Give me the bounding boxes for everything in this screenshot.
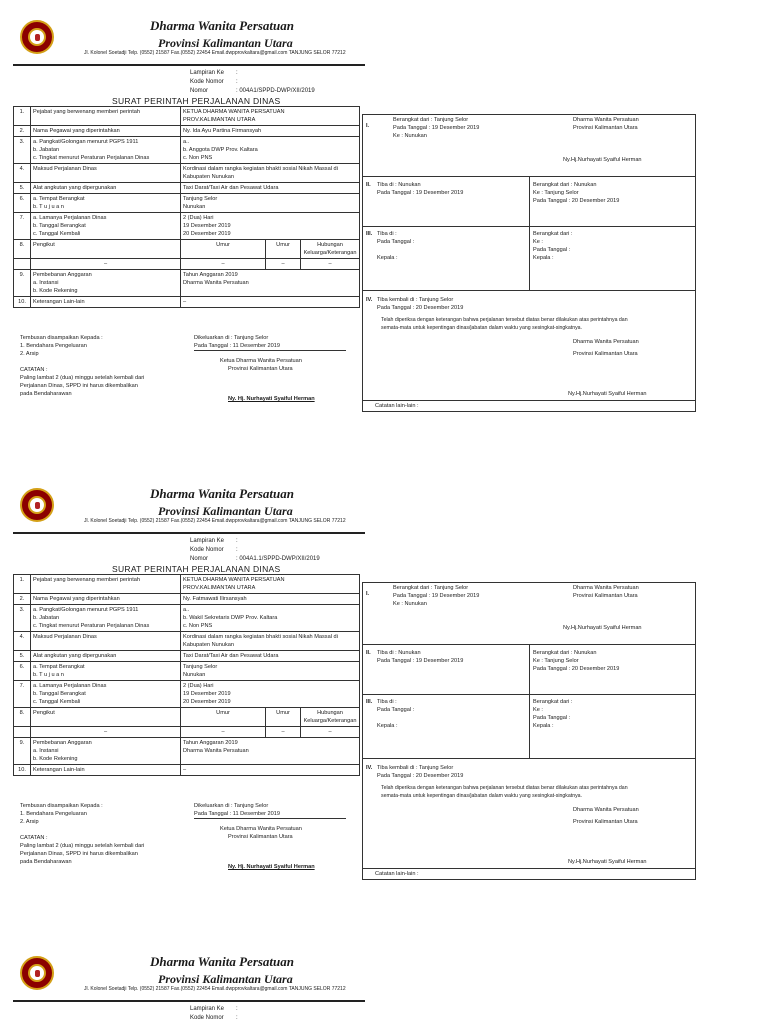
letterhead — [0, 936, 768, 1006]
dwp-emblem-icon — [20, 488, 54, 522]
org-name: Dharma Wanita Persatuan — [150, 18, 295, 33]
header-divider — [13, 532, 365, 534]
form-title: SURAT PERINTAH PERJALANAN DINAS — [112, 564, 281, 574]
header-divider — [13, 64, 365, 66]
org-address: Jl. Kolonel Soetadji Telp. (0552) 21587 Fax.(0552) 22454 Email.dwpprovkaltara@gmail.com TANJUNG SELOR 77212 — [84, 518, 346, 524]
dwp-emblem-icon — [20, 956, 54, 990]
sppd-table: 1. Pejabat yang berwenang memberi perintah KETUA DHARMA WANITA PERSATUAN PROV.KALIMANTAN UTARA 2. Nama Pegawai yang diperintahkan Ny. Fatmawati Ilirsansyah 3. a. Pangkat/Golongan menurut PGPS 1911 b. Jabatan c. Tingkat menurut Peraturan Perjalanan Dinas a.. b. Wakil Sekretaris DWP Prov. Kaltara c. Non PNS 4. Maksud Perjalanan Dinas Kordinasi dalam rangka kegiatan bhakti sosial Nikah Massal di Kabupaten Nunukan 5. Alat angkutan yang dipergunakan Taxi Darat/Taxi Air dan Pesawat Udara 6. a. Tempat Berangkat b. T u j u a n Tanjung Selor Nunukan 7. a. Lamanya Perjalanan Dinas b. Tanggal Berangkat c. Tanggal Kembali 2 (Dua) Hari 19 Desember 2019 20 Desember 2019 8. Pengikut Umur Umur Hubungan Keluarga/Keterangan – – – – 9. Pembebanan Anggaran a. Instansi b. Kode Rekening Tahun Anggaran 2019 Dharma Wanita Persatuan 10. Keterangan Lain-lain – — [13, 574, 360, 776]
signer-name: Ny. Hj. Nurhayati Syaiful Herman — [228, 396, 315, 402]
sppd-copy-3 — [0, 936, 768, 1024]
issued-block: Dikeluarkan di : Tanjung Selor Pada Tanggal : 11 Desember 2019 Ketua Dharma Wanita Persatuan Provinsi Kalimantan Utara Ny. Hj. Nurhayati Syaiful Herman — [194, 802, 346, 871]
sppd-table: 1. Pejabat yang berwenang memberi perintah KETUA DHARMA WANITA PERSATUAN PROV.KALIMANTAN UTARA 2. Nama Pegawai yang diperintahkan Ny. Ida Ayu Partina Firmansyah 3. a. Pangkat/Golongan menurut PGPS 1911 b. Jabatan c. Tingkat menurut Peraturan Perjalanan Dinas a.. b. Anggota DWP Prov. Kaltara c. Non PNS 4. Maksud Perjalanan Dinas Kordinasi dalam rangka kegiatan bhakti sosial Nikah Massal di Kabupaten Nunukan 5. Alat angkutan yang dipergunakan Taxi Darat/Taxi Air dan Pesawat Udara 6. a. Tempat Berangkat b. T u j u a n Tanjung Selor Nunukan 7. a. Lamanya Perjalanan Dinas b. Tanggal Berangkat c. Tanggal Kembali 2 (Dua) Hari 19 Desember 2019 20 Desember 2019 8. Pengikut Umur Umur Hubungan Keluarga/Keterangan – – – – 9. Pembebanan Anggaran a. Instansi b. Kode Rekening Tahun Anggaran 2019 Dharma Wanita Persatuan 10. Keterangan Lain-lain – — [13, 106, 360, 308]
letterhead — [0, 468, 768, 538]
reference-block: Lampiran Ke : Kode Nomor : Nomor : 004A1/SPPD-DWP/XII/2019 — [190, 70, 315, 94]
org-province: Provinsi Kalimantan Utara — [158, 36, 293, 50]
org-province: Provinsi Kalimantan Utara — [158, 504, 293, 518]
org-name: Dharma Wanita Persatuan — [150, 954, 295, 969]
dwp-emblem-icon — [20, 20, 54, 54]
nomor-value: 004A1/SPPD-DWP/XII/2019 — [239, 88, 315, 94]
org-name: Dharma Wanita Persatuan — [150, 486, 295, 501]
reference-block: Lampiran Ke : Kode Nomor : — [190, 1006, 238, 1021]
org-address: Jl. Kolonel Soetadji Telp. (0552) 21587 Fax.(0552) 22454 Email.dwpprovkaltara@gmail.com TANJUNG SELOR 77212 — [84, 986, 346, 992]
header-divider — [13, 1000, 365, 1002]
issued-block: Dikeluarkan di : Tanjung Selor Pada Tanggal : 11 Desember 2019 Ketua Dharma Wanita Persatuan Provinsi Kalimantan Utara Ny. Hj. Nurhayati Syaiful Herman — [194, 334, 346, 403]
travel-log-box: I. Berangkat dari : Tanjung Selor Pada Tanggal : 19 Desember 2019 Ke : Nunukan Dharma Wanita Persatuan Provinsi Kalimantan Utara Ny.Hj.Nurhayati Syaiful Herman II. Tiba di : Nunukan Pada Tanggal : 19 Desember 2019 Berangkat dari : Nunukan Ke : Tanjung Selor Pada Tanggal : 20 Desember 2019 III. Tiba di : Pada Tanggal : Kepala : Berangkat dari : Ke : Pada Tanggal : Kepala : IV. Tiba kembali di : Tanjung Selor Pada Tanggal : 20 Desember 2019 Telah diperiksa dengan keterangan bahwa perjalanan tersebut diatas benar dilakukan atas perintahnya dan semata-mata untuk kepentingan dinas/jabatan dalam waktu yang sesingkat-singkatnya. Dharma Wanita Persatuan Provinsi Kalimantan Utara Ny.Hj.Nurhayati Syaiful Herman Catatan lain-lain : — [362, 114, 696, 412]
org-province: Provinsi Kalimantan Utara — [158, 972, 293, 986]
tembusan-block: Tembusan disampaikan Kepada : 1. Bendahara Pengeluaran 2. Arsip CATATAN : Paling lambat 2 (dua) minggu setelah kembali dari Perjalanan Dinas, SPPD ini harus dikembalikan pada Bendaharawan — [20, 335, 145, 397]
form-title: SURAT PERINTAH PERJALANAN DINAS — [112, 96, 281, 106]
nomor-value: 004A1.1/SPPD-DWP/XII/2019 — [239, 556, 320, 562]
signer-name: Ny. Hj. Nurhayati Syaiful Herman — [228, 864, 315, 870]
tembusan-block: Tembusan disampaikan Kepada : 1. Bendahara Pengeluaran 2. Arsip CATATAN : Paling lambat 2 (dua) minggu setelah kembali dari Perjalanan Dinas, SPPD ini harus dikembalikan pada Bendaharawan — [20, 803, 145, 865]
letterhead — [0, 0, 768, 70]
org-address: Jl. Kolonel Soetadji Telp. (0552) 21587 Fax.(0552) 22454 Email.dwpprovkaltara@gmail.com TANJUNG SELOR 77212 — [84, 50, 346, 56]
pegawai-name: Ny. Ida Ayu Partina Firmansyah — [181, 126, 360, 137]
travel-log-box: I. Berangkat dari : Tanjung Selor Pada Tanggal : 19 Desember 2019 Ke : Nunukan Dharma Wanita Persatuan Provinsi Kalimantan Utara Ny.Hj.Nurhayati Syaiful Herman II. Tiba di : Nunukan Pada Tanggal : 19 Desember 2019 Berangkat dari : Nunukan Ke : Tanjung Selor Pada Tanggal : 20 Desember 2019 III. Tiba di : Pada Tanggal : Kepala : Berangkat dari : Ke : Pada Tanggal : Kepala : IV. Tiba kembali di : Tanjung Selor Pada Tanggal : 20 Desember 2019 Telah diperiksa dengan keterangan bahwa perjalanan tersebut diatas benar dilakukan atas perintahnya dan semata-mata untuk kepentingan dinas/jabatan dalam waktu yang sesingkat-singkatnya. Dharma Wanita Persatuan Provinsi Kalimantan Utara Ny.Hj.Nurhayati Syaiful Herman Catatan lain-lain : — [362, 582, 696, 880]
pegawai-name: Ny. Fatmawati Ilirsansyah — [181, 594, 360, 605]
reference-block: Lampiran Ke : Kode Nomor : Nomor : 004A1.1/SPPD-DWP/XII/2019 — [190, 538, 320, 562]
